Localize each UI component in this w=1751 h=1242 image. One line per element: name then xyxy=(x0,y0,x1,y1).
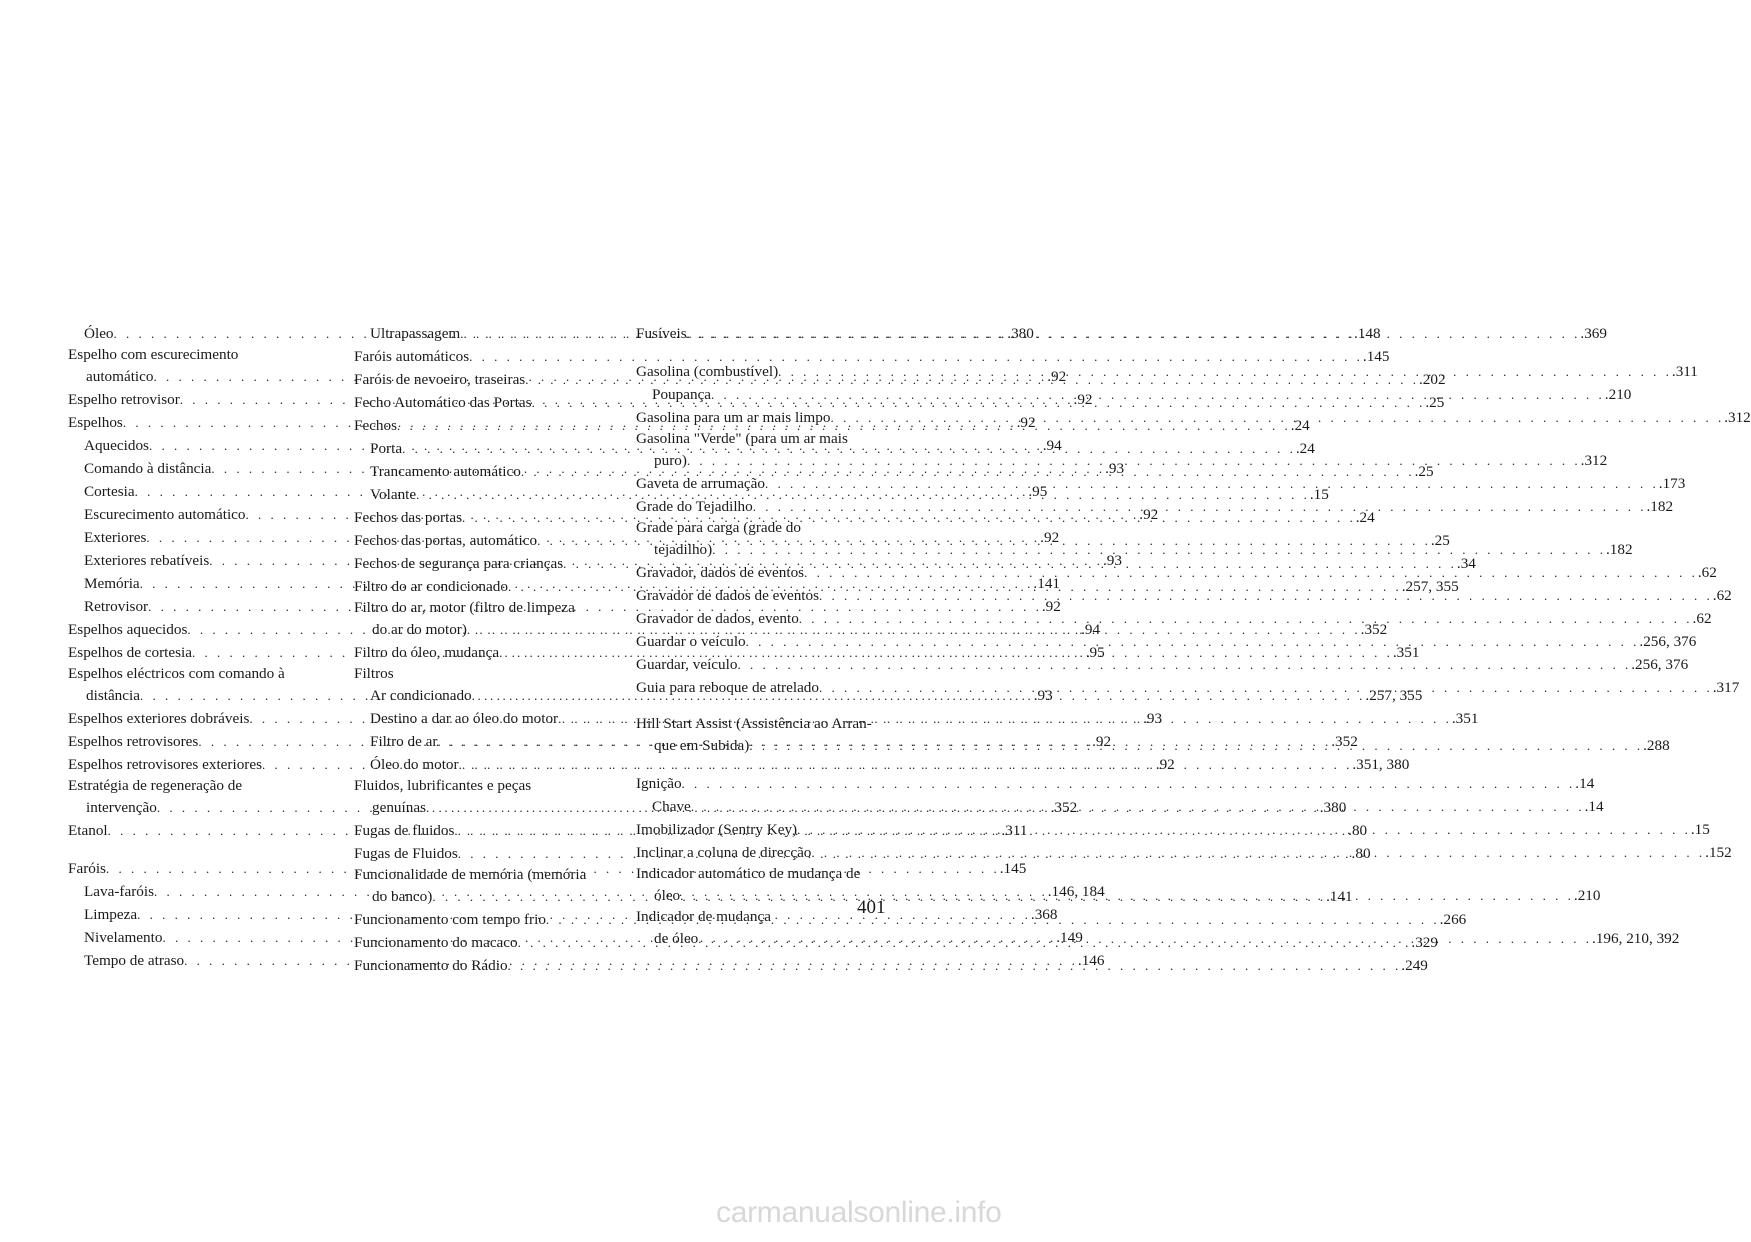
entry-page-ref: .92 xyxy=(1047,368,1067,385)
entry-label: Cortesia xyxy=(84,483,135,500)
entry-page-ref: .182 xyxy=(1605,541,1633,558)
dot-leader xyxy=(804,561,1698,584)
entry-page-ref: .145 xyxy=(1362,348,1390,365)
entry-page-ref: .351, 380 xyxy=(1352,756,1410,773)
entry-label: Volante xyxy=(370,486,417,503)
entry-label: Fechos das portas xyxy=(354,509,462,526)
entry-label: Chave xyxy=(652,798,691,815)
entry-label: tejadilho) xyxy=(654,541,713,558)
entry-page-ref: .148 xyxy=(1354,325,1381,342)
entry-page-ref: .352 xyxy=(1360,621,1388,638)
entry-label: Ignição xyxy=(636,775,682,792)
index-entry-heading: Espelhos eléctricos com comando à xyxy=(68,665,285,682)
watermark-logo: carmanualsonline.info xyxy=(716,1196,1002,1229)
dot-leader xyxy=(687,449,1581,472)
entry-label: Óleo do motor xyxy=(370,756,459,773)
entry-label: Inclinar a coluna de direcção xyxy=(636,844,812,861)
section-gap xyxy=(68,842,320,857)
entry-label: Gravador, dados de eventos xyxy=(636,564,805,581)
entry-label: Limpeza xyxy=(84,906,138,923)
entry-label: Fechos xyxy=(354,417,398,434)
entry-label: Espelhos de cortesia xyxy=(68,644,192,661)
entry-page-ref: .173 xyxy=(1658,475,1686,492)
index-entry-heading: Gasolina "Verde" (para um ar mais xyxy=(636,430,848,447)
entry-page-ref: .152 xyxy=(1705,844,1732,861)
entry-page-ref: .210 xyxy=(1604,386,1632,403)
entry-page-ref: .146 xyxy=(1077,952,1105,969)
entry-page-ref: .256, 376 xyxy=(1639,633,1697,650)
entry-page-ref: .15 xyxy=(1309,486,1329,503)
dot-leader xyxy=(830,406,1724,429)
entry-page-ref: .92 xyxy=(1092,733,1112,750)
entry-page-ref: .25 xyxy=(1414,463,1434,480)
entry-page-ref: .329 xyxy=(1411,934,1438,951)
entry-label: Poupança xyxy=(652,386,712,403)
entry-label: puro) xyxy=(654,452,687,469)
entry-page-ref: .317 xyxy=(1712,679,1740,696)
entry-label: Aquecidos xyxy=(84,437,149,454)
entry-label: Porta xyxy=(370,440,403,457)
entry-page-ref: .15 xyxy=(1690,821,1710,838)
index-entry xyxy=(636,772,1595,795)
entry-page-ref: .80 xyxy=(1348,822,1368,839)
index-entry-heading: Hill Start Assist (Assistência ao Arran- xyxy=(636,715,872,732)
entry-label: Grade do Tejadilho xyxy=(636,498,753,515)
index-entry-heading: Espelho com escurecimento xyxy=(68,346,239,363)
entry-page-ref: .94 xyxy=(1081,621,1101,638)
entry-label: Ar condicionado xyxy=(370,687,472,704)
entry-page-ref: .34 xyxy=(1456,555,1476,572)
entry-label: Nivelamento xyxy=(84,929,163,946)
entry-page-ref: .92 xyxy=(1139,506,1159,523)
entry-label: Destino a dar ao óleo do motor xyxy=(370,710,559,727)
entry-page-ref: .94 xyxy=(1042,437,1062,454)
entry-page-ref: .312 xyxy=(1580,452,1608,469)
index-entry xyxy=(354,345,1390,368)
entry-page-ref: .92 xyxy=(1073,391,1093,408)
entry-label: genuínas xyxy=(372,799,426,816)
entry-page-ref: .24 xyxy=(1355,509,1375,526)
entry-label: que em Subida) xyxy=(654,737,750,754)
entry-page-ref: .311 xyxy=(1001,822,1028,839)
entry-label: Imobilizador (Sentry Key) xyxy=(636,821,798,838)
entry-page-ref: .92 xyxy=(1016,414,1036,431)
entry-page-ref: .288 xyxy=(1643,737,1670,754)
dot-leader xyxy=(765,472,1659,495)
entry-label: Escurecimento automático xyxy=(84,506,246,523)
entry-label: Espelhos xyxy=(68,414,123,431)
dot-leader xyxy=(749,734,1643,757)
section-gap xyxy=(636,699,886,714)
index-entry-heading: Filtro do ar, motor (filtro de limpeza xyxy=(354,599,575,616)
entry-label: Filtro do óleo, mudança xyxy=(354,644,500,661)
entry-page-ref: .92 xyxy=(1040,529,1060,546)
section-gap xyxy=(636,757,886,772)
entry-page-ref: .369 xyxy=(1580,325,1607,342)
dot-leader xyxy=(799,607,1693,630)
entry-label: Funcionamento com tempo frio xyxy=(354,911,546,928)
entry-label: Comando à distância xyxy=(84,460,212,477)
entry-label: Ultrapassagem xyxy=(370,325,461,342)
entry-page-ref: .14 xyxy=(1584,798,1604,815)
entry-page-ref: .92 xyxy=(1041,598,1061,615)
entry-label: Gravador de dados, evento xyxy=(636,610,799,627)
dot-leader xyxy=(819,676,1713,699)
dot-leader xyxy=(811,841,1705,864)
entry-label: Etanol xyxy=(68,822,108,839)
entry-label: Espelho retrovisor xyxy=(68,391,180,408)
entry-page-ref: .93 xyxy=(1143,710,1163,727)
entry-label: Fugas de Fluidos xyxy=(354,845,458,862)
entry-label: Retrovisor xyxy=(84,598,149,615)
entry-page-ref: .352 xyxy=(1050,799,1078,816)
entry-label: Tempo de atraso xyxy=(84,952,185,969)
index-entry-heading: Grade para carga (grade do xyxy=(636,519,801,536)
entry-label: Espelhos retrovisores xyxy=(68,733,199,750)
entry-page-ref: .93 xyxy=(1105,460,1125,477)
entry-page-ref: .351 xyxy=(1451,710,1479,727)
entry-label: distância xyxy=(86,687,140,704)
entry-label: Exteriores xyxy=(84,529,147,546)
entry-page-ref: .256, 376 xyxy=(1631,656,1689,673)
entry-page-ref: .182 xyxy=(1646,498,1674,515)
entry-page-ref: .62 xyxy=(1697,564,1717,581)
entry-page-ref: .249 xyxy=(1401,957,1428,974)
entry-page-ref: .380 xyxy=(1319,799,1347,816)
entry-label: Guardar, veículo xyxy=(636,656,738,673)
dot-leader xyxy=(737,653,1631,676)
entry-page-ref: .95 xyxy=(1028,483,1048,500)
entry-label: Gravador de dados de eventos xyxy=(636,587,820,604)
dot-leader xyxy=(691,795,1585,818)
entry-page-ref: .80 xyxy=(1351,845,1371,862)
entry-label: Funcionamento do Rádio xyxy=(354,957,508,974)
page-number: 401 xyxy=(857,897,886,918)
entry-label: intervenção xyxy=(86,799,157,816)
entry-label: Fecho Automático das Portas xyxy=(354,394,532,411)
entry-page-ref: .380 xyxy=(1007,325,1034,342)
entry-page-ref: .62 xyxy=(1692,610,1712,627)
dot-leader xyxy=(797,818,1691,841)
entry-page-ref: .141 xyxy=(1326,888,1353,905)
entry-label: Fechos de segurança para crianças xyxy=(354,555,564,572)
index-entry xyxy=(636,653,1689,676)
entry-label: Lava-faróis xyxy=(84,883,154,900)
entry-page-ref: .368 xyxy=(1030,906,1058,923)
entry-label: Espelhos exteriores dobráveis xyxy=(68,710,250,727)
section-gap xyxy=(636,345,886,360)
entry-label: Gaveta de arrumação xyxy=(636,475,766,492)
entry-page-ref: .149 xyxy=(1056,929,1083,946)
index-entry-heading: Estratégia de regeneração de xyxy=(68,777,243,794)
index-entry-heading: Fluidos, lubrificantes e peças xyxy=(354,777,532,794)
entry-page-ref: .196, 210, 392 xyxy=(1592,930,1680,947)
entry-label: do banco) xyxy=(372,888,433,905)
entry-label: Filtro de ar xyxy=(370,733,438,750)
entry-page-ref: .311 xyxy=(1671,363,1698,380)
entry-label: Guia para reboque de atrelado xyxy=(636,679,819,696)
index-entry-heading: Funcionalidade de memória (memória xyxy=(354,866,587,883)
entry-label: Óleo xyxy=(84,325,114,342)
dot-leader xyxy=(687,322,1581,345)
entry-page-ref: .312 xyxy=(1724,409,1751,426)
dot-leader xyxy=(682,772,1576,795)
entry-page-ref: .145 xyxy=(999,860,1027,877)
entry-label: Espelhos retrovisores exteriores xyxy=(68,756,263,773)
entry-label: Memória xyxy=(84,575,140,592)
dot-leader xyxy=(778,360,1672,383)
entry-label: Faróis xyxy=(68,860,106,877)
entry-page-ref: .352 xyxy=(1331,733,1358,750)
dot-leader xyxy=(753,495,1647,518)
entry-label: Gasolina para um ar mais limpo xyxy=(636,409,831,426)
entry-label: Fusíveis xyxy=(636,325,687,342)
entry-page-ref: .24 xyxy=(1290,417,1310,434)
index-entry-heading: Filtros xyxy=(354,665,394,682)
index-entry-heading: Indicador de mudança xyxy=(636,908,771,925)
entry-page-ref: .351 xyxy=(1392,644,1420,661)
entry-page-ref: .93 xyxy=(1033,687,1053,704)
entry-label: do ar do motor) xyxy=(372,621,467,638)
entry-label: Filtro do ar condicionado xyxy=(354,578,508,595)
entry-label: Exteriores rebatíveis xyxy=(84,552,210,569)
entry-page-ref: .92 xyxy=(1155,756,1175,773)
entry-label: Faróis automáticos xyxy=(354,348,470,365)
entry-label: de óleo xyxy=(654,930,699,947)
entry-label: Faróis de nevoeiro, traseiras xyxy=(354,371,526,388)
dot-leader xyxy=(711,383,1605,406)
entry-page-ref: .93 xyxy=(1103,552,1122,569)
dot-leader xyxy=(712,538,1606,561)
entry-label: automático xyxy=(86,368,154,385)
entry-page-ref: .141 xyxy=(1033,575,1060,592)
entry-page-ref: .24 xyxy=(1295,440,1315,457)
dot-leader xyxy=(819,584,1713,607)
entry-label: Espelhos aquecidos xyxy=(68,621,188,638)
entry-label: Funcionamento do macaco xyxy=(354,934,518,951)
entry-label: Fechos das portas, automático xyxy=(354,532,538,549)
entry-page-ref: .210 xyxy=(1573,887,1601,904)
entry-label: Fugas de fluidos xyxy=(354,822,455,839)
index-entry-heading: Indicador automático de mudança de xyxy=(636,865,861,882)
dot-leader xyxy=(698,927,1592,950)
entry-page-ref: .14 xyxy=(1575,775,1595,792)
entry-page-ref: .25 xyxy=(1430,532,1450,549)
entry-label: Trancamento automático xyxy=(370,463,521,480)
entry-page-ref: .257, 355 xyxy=(1365,687,1423,704)
entry-page-ref: .95 xyxy=(1085,644,1105,661)
dot-leader xyxy=(508,954,1402,977)
dot-leader xyxy=(680,884,1574,907)
entry-page-ref: .62 xyxy=(1712,587,1732,604)
entry-page-ref: .266 xyxy=(1439,911,1467,928)
entry-page-ref: .146, 184 xyxy=(1047,883,1105,900)
entry-label: Gasolina (combustível) xyxy=(636,363,779,380)
dot-leader xyxy=(746,630,1640,653)
entry-label: óleo xyxy=(654,887,681,904)
entry-page-ref: .202 xyxy=(1418,371,1446,388)
entry-label: Guardar o veículo xyxy=(636,633,746,650)
entry-page-ref: .257, 355 xyxy=(1401,578,1459,595)
entry-page-ref: .25 xyxy=(1425,394,1445,411)
